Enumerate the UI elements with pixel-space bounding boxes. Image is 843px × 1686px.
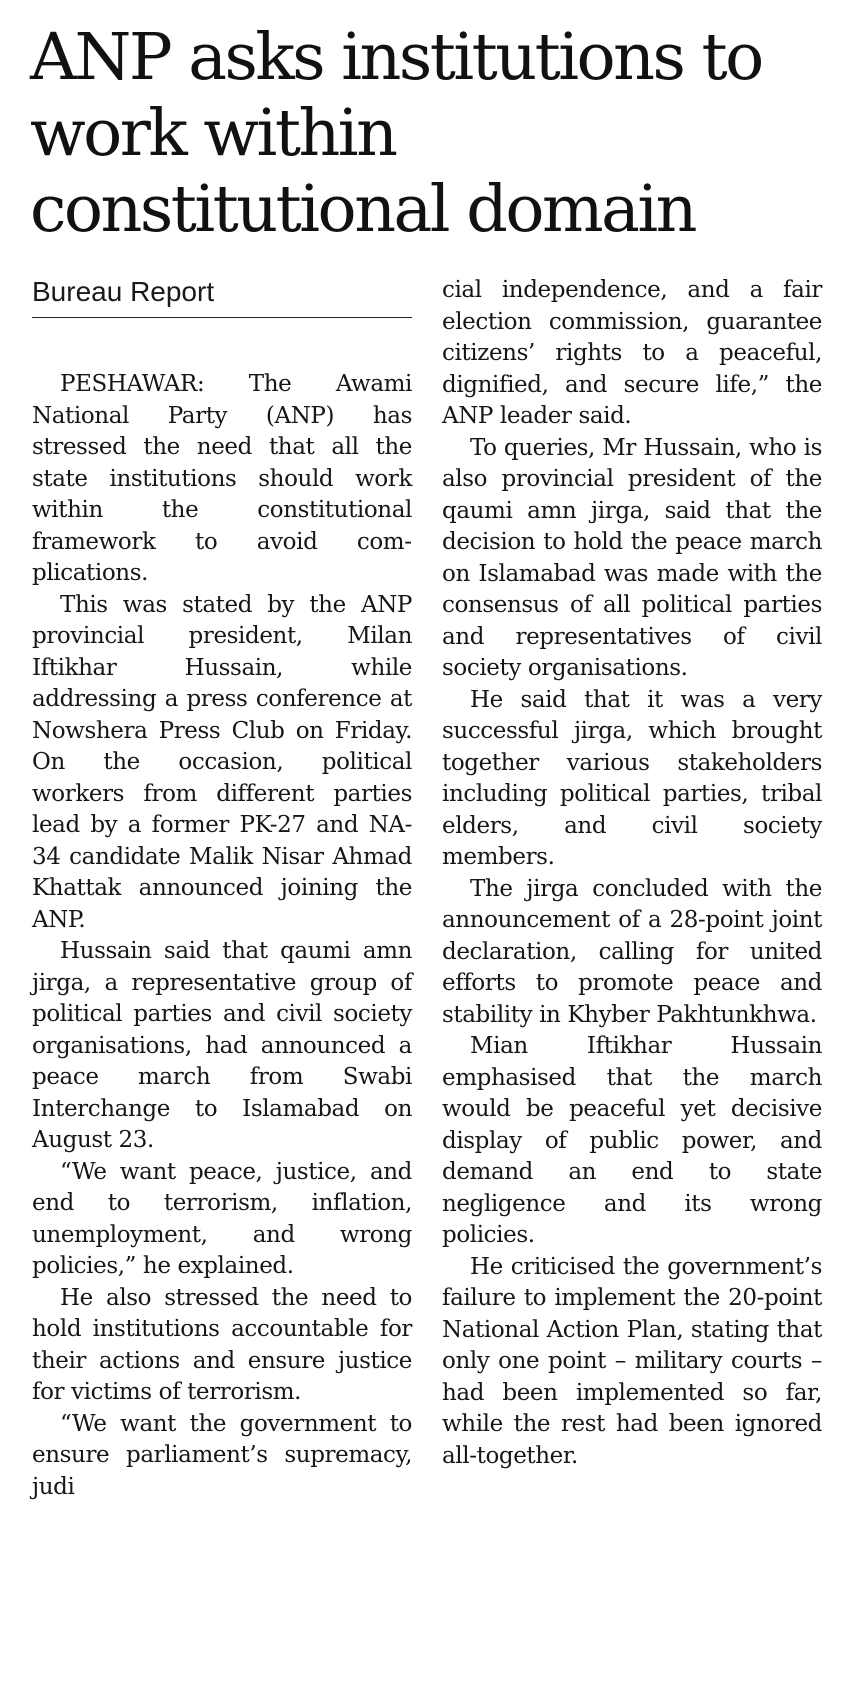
paragraph: He said that it was a very successful jirga, which brought together various stakeholders including political parties, tribal elders, and civil society members. [442,686,822,870]
paragraph: He criticised the government’s failure to implement the 20-point National Action Plan, stating that only one point – military courts – had been implemented so far, while the rest had been ignored all-together. [442,1253,822,1469]
paragraph: PESHAWAR: The Awami National Party (ANP) has stressed the need that all the state institutions should work within the constitutional framework to avoid complications. [32,371,412,586]
paragraph: “We want the government to ensure parliament’s supremacy, judi [32,1410,412,1500]
paragraph: The jirga concluded with the announcement of a 28-point joint declaration, calling for united efforts to promote peace and stability in Khyber Pakhtunkhwa. [442,875,822,1028]
byline-rule [32,317,412,318]
headline: ANP asks institutions to work within constitutional domain [30,20,762,247]
paragraph: To queries, Mr Hussain, who is also provincial president of the qaumi amn jirga, said that the decision to hold the peace march on Islamabad was made with the consensus of all political parties and representatives of civil society organisations. [442,434,822,681]
paragraph: Mian Iftikhar Hussain emphasised that the march would be peaceful yet decisive display of public power, and demand an end to state negligence and its wrong policies. [442,1033,822,1248]
paragraph: This was stated by the ANP provincial president, Milan Iftikhar Hussain, while addressing a press conference at Nowshera Press Club on Friday. On the occasion, political workers from different parties lead by a former PK-27 and NA-34 candidate Malik Nisar Ahmad Khattak announced joining the ANP. [32,591,412,933]
paragraph: “We want peace, justice, and end to terrorism, inflation, unemployment, and wrong policies,” he explained. [32,1158,412,1279]
paragraph: He also stressed the need to hold institutions accountable for their actions and ensure justice for victims of terrorism. [32,1284,412,1405]
article-column-left [32,369,412,1503]
paragraph: Hussain said that qaumi amn jirga, a representative group of political parties and civil society organisations, had announced a peace march from Swabi Interchange to Islamabad on August 23. [32,938,412,1153]
paragraph-continuation: cial independence, and a fair election commission, guarantee citizens’ rights to a peaceful, dignified, and secure life,” the ANP leader said. [442,277,822,429]
article-column-right [442,275,822,1472]
byline: Bureau Report [32,276,215,307]
